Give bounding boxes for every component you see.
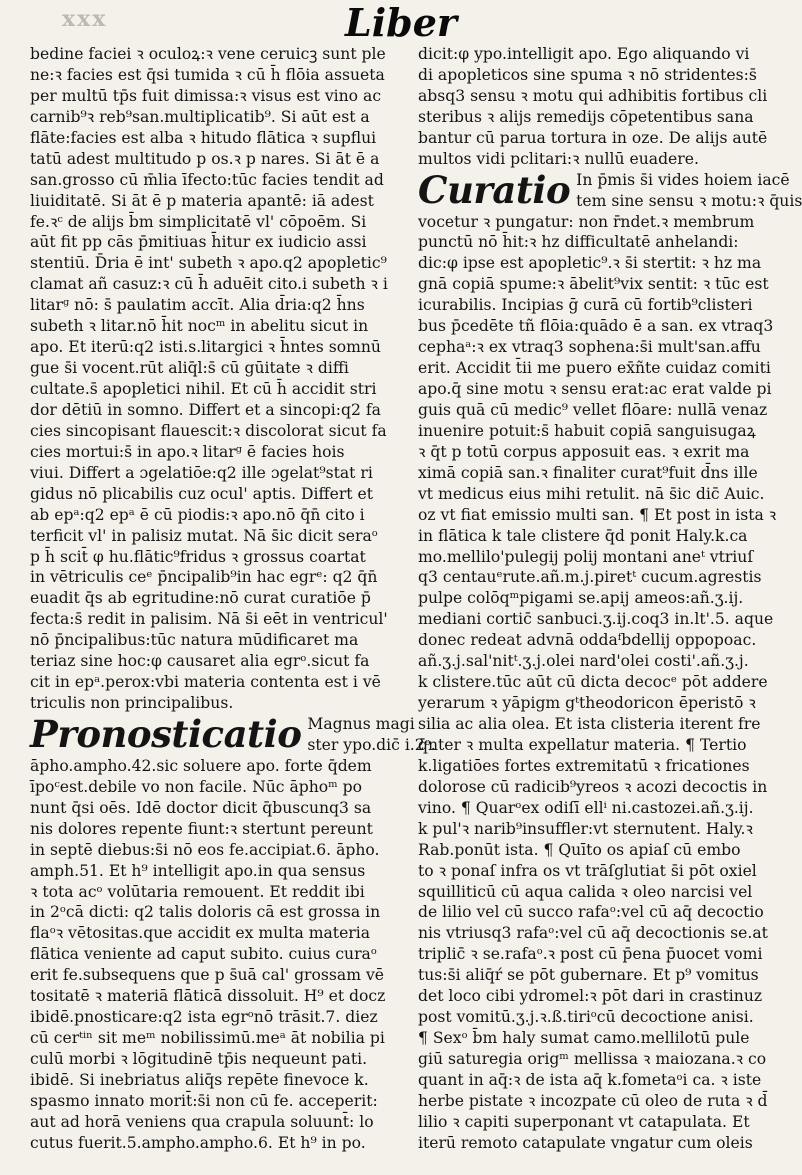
heading-word: Pronosticatio — [30, 712, 302, 756]
text-line: cephaᵃ:ꝛ ex vtraq3 sophena:s̄i mult'san.affu — [418, 338, 761, 357]
text-line: ab epᵃ:q2 epᵃ ē cū piodis:ꝛ apo.nō q̄n̄ cito i — [30, 505, 365, 524]
text-line: spasmo innato morit̄:s̄i non cū fe. acceperit: — [30, 1091, 378, 1110]
text-line: icurabilis. Incipias ḡ curā cū fortib⁹clisteri — [418, 296, 753, 315]
text-line: cutus fuerit.5.ampho.ampho.6. Et h⁹ in po. — [30, 1133, 366, 1152]
text-line: guis quā cū medic⁹ vellet flōare: nullā venaz — [418, 400, 768, 419]
text-line: stentiū. D̄ria ē int' subeth ꝛ apo.q2 apopletic⁹ — [30, 254, 387, 273]
text-line: cū cerᵗⁱⁿ sit meᵐ nobilissimū.meᵃ āt nobilia pi — [30, 1029, 385, 1048]
text-line: k clistere.tūc aūt cū dicta decocᵉ pōt addere — [418, 673, 768, 692]
right-text-block-1 — [418, 44, 780, 170]
left-text-block-1 — [30, 44, 408, 714]
text-line: de lilio vel cū succo rafaᵒ:vel cū aq̄ decoctio — [418, 903, 764, 922]
text-line: q̄nter ꝛ multa expellatur materia. ¶ Tertio — [418, 735, 747, 754]
text-line: cultate.s̄ apopletici nihil. Et cū h̄ accidit stri — [30, 380, 377, 398]
text-line: āpho.ampho.42.sic soluere apo. forte q̄dem — [30, 756, 372, 775]
text-line: erit fe.subsequens que p s̄uā cal' grossam vē — [30, 966, 384, 985]
text-line: flātica veniente ad caput subito. cuius curaᵒ — [30, 945, 377, 964]
text-line: cit in epᵃ.perox:vbi materia contenta est i vē — [30, 673, 381, 692]
text-line: terficit vl' in palisiz mutat. Nā s̄ic dicit seraᵒ — [30, 526, 378, 545]
text-line: nis vtriusq3 rafaᵒ:vel cū aq̄ decoctionis se.at — [418, 924, 768, 943]
text-line: aūt fit pp cās p̄mitiuas h̄itur ex iudicio assi — [30, 233, 367, 252]
heading-side-text — [576, 170, 802, 212]
text-line: k.ligatiōes fortes extremitatū ꝛ fricationes — [418, 756, 750, 775]
text-line: post vomitū.ʒ.j.ꝛ.ß.tiriᵒcū decoctione anisi. — [418, 1008, 754, 1027]
text-line: san.grosso cū m̄lia īfecto:tūc facies tendit ad — [30, 170, 384, 189]
text-line: dic:φ ipse est apopletic⁹.ꝛ s̄i stertit: ꝛ hz ma — [418, 254, 762, 273]
text-line: īpoᶜest.debile vo non facile. Nūc āphoᵐ po — [30, 777, 363, 796]
text-line: dicit:φ ypo.intelligit apo. Ego aliquando vi — [418, 45, 750, 63]
text-line: flāte:facies est alba ꝛ hitudo flātica ꝛ supflui — [30, 128, 377, 147]
text-line: herbe pistate ꝛ incozpate cū oleo de ruta ꝛ d̄ — [418, 1091, 768, 1110]
text-line: amph.51. Et h⁹ intelligit apo.in qua sensus — [30, 861, 366, 880]
text-line: tem sine sensu ꝛ motu:ꝛ q̄uis — [576, 191, 802, 210]
right-column — [418, 44, 802, 1154]
text-line: vino. ¶ Quarᵒex odiſī ellⁱ ni.castozei.añ.ʒ.ij. — [418, 798, 754, 817]
text-line: viui. Differt a ɔgelatiōe:q2 ille ɔgelat⁹stat ri — [30, 463, 373, 482]
text-line: ximā copiā san.ꝛ finaliter curat⁹fuit d̄ns ille — [418, 463, 758, 482]
text-line: gnā copiā spume:ꝛ ābelit⁹vix sentit: ꝛ tūc est — [418, 275, 769, 294]
text-line: liuiditatē. Si āt ē p materia apantē: iā adest — [30, 191, 374, 210]
text-line: Rab.ponūt ista. ¶ Quīto os apiaſ cū embo — [418, 840, 741, 859]
text-line: litarᵍ nō: s̄ paulatim accīt. Alia d̄ria:q2 h̄ns — [30, 296, 365, 315]
text-line: steribus ꝛ alijs remedijs cōpetentibus sana — [418, 107, 754, 126]
section-heading-pronosticatio — [30, 712, 436, 756]
text-line: apo. Et iterū:q2 isti.s.litargici ꝛ h̄ntes somnū — [30, 338, 381, 357]
text-line: gue s̄i vocent.rūt aliq̄l:s̄ cū gūitate ꝛ diffi — [30, 359, 349, 378]
text-line: in septē diebus:s̄i nō eos fe.accipiat.6. āpho. — [30, 840, 380, 859]
text-line: fecta:s̄ redit in palisim. Nā s̄i eēt in ventricul' — [30, 610, 388, 629]
right-text-block-2 — [418, 212, 780, 1154]
text-line: squilliticū cū aqua calida ꝛ oleo narcisi vel — [418, 882, 753, 901]
text-line: bantur cū parua tortura in oze. De alijs autē — [418, 128, 768, 147]
text-line: vocetur ꝛ pungatur: non r̄ndet.ꝛ membrum — [418, 212, 755, 231]
left-text-block-2 — [30, 756, 408, 1154]
text-line: gidus nō plicabilis cuz ocul' aptis. Differt et — [30, 484, 373, 503]
text-line: dor dētiū in somno. Differt et a sincopi:q2 fa — [30, 400, 381, 419]
heading-side-text — [307, 714, 435, 756]
text-line: triculis non principalibus. — [30, 694, 234, 713]
text-line: ꝛ q̄t p totū corpus apposuit eas. ꝛ exrit ma — [418, 442, 750, 461]
text-line: silia ac alia olea. Et ista clisteria iterent fre — [418, 715, 761, 734]
heading-word: Curatio — [418, 167, 571, 212]
text-line: per multū tp̄s fuit dimissa:ꝛ visus est vino ac — [30, 86, 382, 105]
text-line: multos vidi pclitari:ꝛ nullū euadere. — [418, 149, 699, 168]
text-line: culū morbi ꝛ lōgitudinē tp̄is nequeunt pati. — [30, 1050, 368, 1069]
text-line: ¶ Sexᵒ b̄m haly sumat camo.mellilotū pule — [418, 1029, 750, 1048]
text-line: erit. Accidit t̄ii me puero ex̄ñte cuidaz comiti — [418, 359, 771, 378]
text-line: nis dolores repente fiunt:ꝛ stertunt pereunt — [30, 819, 373, 838]
text-line: ibidē. Si inebriatus aliq̄s repēte finevoce k. — [30, 1070, 369, 1089]
text-line: cies mortui:s̄ in apo.ꝛ litarᵍ ē facies hois — [30, 442, 345, 461]
text-line: carnib⁹ꝛ reb⁹san.multiplicatib⁹. Si aūt est a — [30, 107, 370, 126]
text-line: in flātica k tale clistere q̄d ponit Haly.k.ca — [418, 526, 748, 545]
text-line: flaᵒꝛ vētositas.que accidit ex multa materia — [30, 924, 371, 943]
text-line: clamat añ casuz:ꝛ cū h̄ aduēit cito.i subeth ꝛ i — [30, 275, 388, 294]
text-line: In p̄mis s̄i vides hoiem iacē — [576, 170, 790, 189]
text-line: quant in aq̄:ꝛ de ista aq̄ k.fometaᵒi ca. ꝛ iste — [418, 1070, 762, 1089]
left-column — [30, 44, 436, 1154]
text-line: oz vt fiat emissio multi san. ¶ Et post in ista ꝛ — [418, 505, 777, 524]
text-line: in vētriculis ceᵉ p̄ncipalib⁹in hac egrᵉ: q2 q̄n̄ — [30, 568, 378, 587]
text-line: tatū adest multitudo p os.ꝛ p nares. Si āt ē a — [30, 149, 380, 168]
text-line: ster ypo.dic̄ i.2ᵒ. — [307, 735, 436, 754]
text-line: tus:s̄i aliq̄ŕ se pōt gubernare. Et p⁹ vomitus — [418, 966, 759, 985]
text-line: añ.ʒ.j.sal'nitᵗ.ʒ.j.olei nard'olei costi'.añ.ʒ.j. — [418, 652, 749, 671]
text-line: euadit q̄s ab egritudine:nō curat curatiōe p̄ — [30, 589, 371, 608]
text-line: ꝛ tota acᵒ volūtaria remouent. Et reddit ibi — [30, 882, 365, 901]
text-line: to ꝛ ponaſ infra os vt trāſglutiat s̄i pōt oxiel — [418, 861, 757, 880]
text-line: bus p̄cedēte tñ flōia:quādo ē a san. ex vtraq3 — [418, 317, 774, 336]
text-line: di apopleticos sine spuma ꝛ nō stridentes:s̄ — [418, 65, 757, 84]
text-line: tositatē ꝛ materiā flāticā dissoluit. H⁹ et docz — [30, 987, 386, 1006]
running-head: Liber — [345, 0, 457, 45]
text-line: nō p̄ncipalibus:tūc natura mūdificaret ma — [30, 631, 359, 650]
text-line: donec redeat advnā oddaᶠbdellij oppopoac. — [418, 631, 757, 650]
text-line: vt medicus eius mihi retulit. nā s̄ic dic̄ Auic. — [418, 484, 765, 503]
text-line: nunt q̄si oēs. Idē doctor dicit q̄buscunq3 sa — [30, 798, 372, 817]
text-line: giū saturegia origᵐ mellissa ꝛ maiozana.ꝛ co — [418, 1050, 767, 1069]
text-line: dolorose cū radicib⁹yreos ꝛ acozi decoctis in — [418, 777, 768, 796]
text-line: fe.ꝛᶜ de alijs b̄m simplicitatē vl' cōpoēm. Si — [30, 212, 367, 231]
text-line: apo.q̄ sine motu ꝛ sensu erat:ac erat valde pi — [418, 380, 772, 399]
text-line: bedine faciei ꝛ oculoꝝ:ꝛ vene ceruicꝫ sunt ple — [30, 45, 386, 63]
text-line: punctū nō h̄it:ꝛ hz difficultatē anhelandi: — [418, 233, 739, 252]
text-line: subeth ꝛ litar.nō h̄it nocᵐ in abelitu sicut in — [30, 317, 369, 336]
text-line: ibidē.pnosticare:q2 ista egrᵒnō trāsit.7. diez — [30, 1008, 378, 1027]
text-line: mo.mellilo'pulegij polij montani aneᵗ vtriuſ — [418, 547, 754, 566]
text-line: cies sincopisant flauescit:ꝛ discolorat sicut fa — [30, 421, 387, 440]
text-line: Magnus magi — [307, 715, 415, 733]
section-heading-curatio — [418, 167, 802, 212]
text-line: p h̄ scit̄ φ hu.flātic⁹fridus ꝛ grossus coartat — [30, 547, 366, 566]
text-line: teriaz sine hoc:φ causaret alia egrᵒ.sicut fa — [30, 652, 370, 671]
folio-mark: xxx — [62, 6, 108, 32]
text-line: iterū remoto catapulate vngatur cum oleis — [418, 1133, 753, 1152]
text-line: triplic̄ ꝛ se.rafaᵒ.ꝛ post cū p̄ena p̄uocet vomi — [418, 945, 763, 964]
text-line: lilio ꝛ capiti superponant vt catapulata. Et — [418, 1112, 750, 1131]
text-line: in 2ᵒcā dicti: q2 talis doloris cā est grossa in — [30, 903, 381, 922]
text-line: ne:ꝛ facies est q̄si tumida ꝛ cū h̄ flōia assueta — [30, 65, 385, 84]
text-line: mediani cortic̄ sanbuci.ʒ.ij.coq3 in.lt'.5. aque — [418, 610, 774, 629]
text-line: inuenire potuit:s̄ habuit copiā sanguisugaꝝ — [418, 421, 756, 440]
text-line: k pul'ꝛ narib⁹insuffler:vt sternutent. Haly.ꝛ — [418, 819, 753, 838]
text-line: aut ad horā veniens qua crapula soluunt̄: lo — [30, 1112, 374, 1131]
text-line: absq3 sensu ꝛ motu qui adhibitis fortibus cli — [418, 86, 768, 105]
text-line: det loco cibi ydromel:ꝛ pōt dari in crastinuz — [418, 987, 763, 1006]
text-line: q3 centauᵉrute.añ.m.j.piretᵗ cucum.agrestis — [418, 568, 762, 587]
text-line: pulpe colōqᵐpigami se.apij ameos:añ.ʒ.ij. — [418, 589, 744, 608]
text-line: yerarum ꝛ yāpigm gᵗtheodoricon ēperistō ꝛ — [418, 694, 756, 713]
